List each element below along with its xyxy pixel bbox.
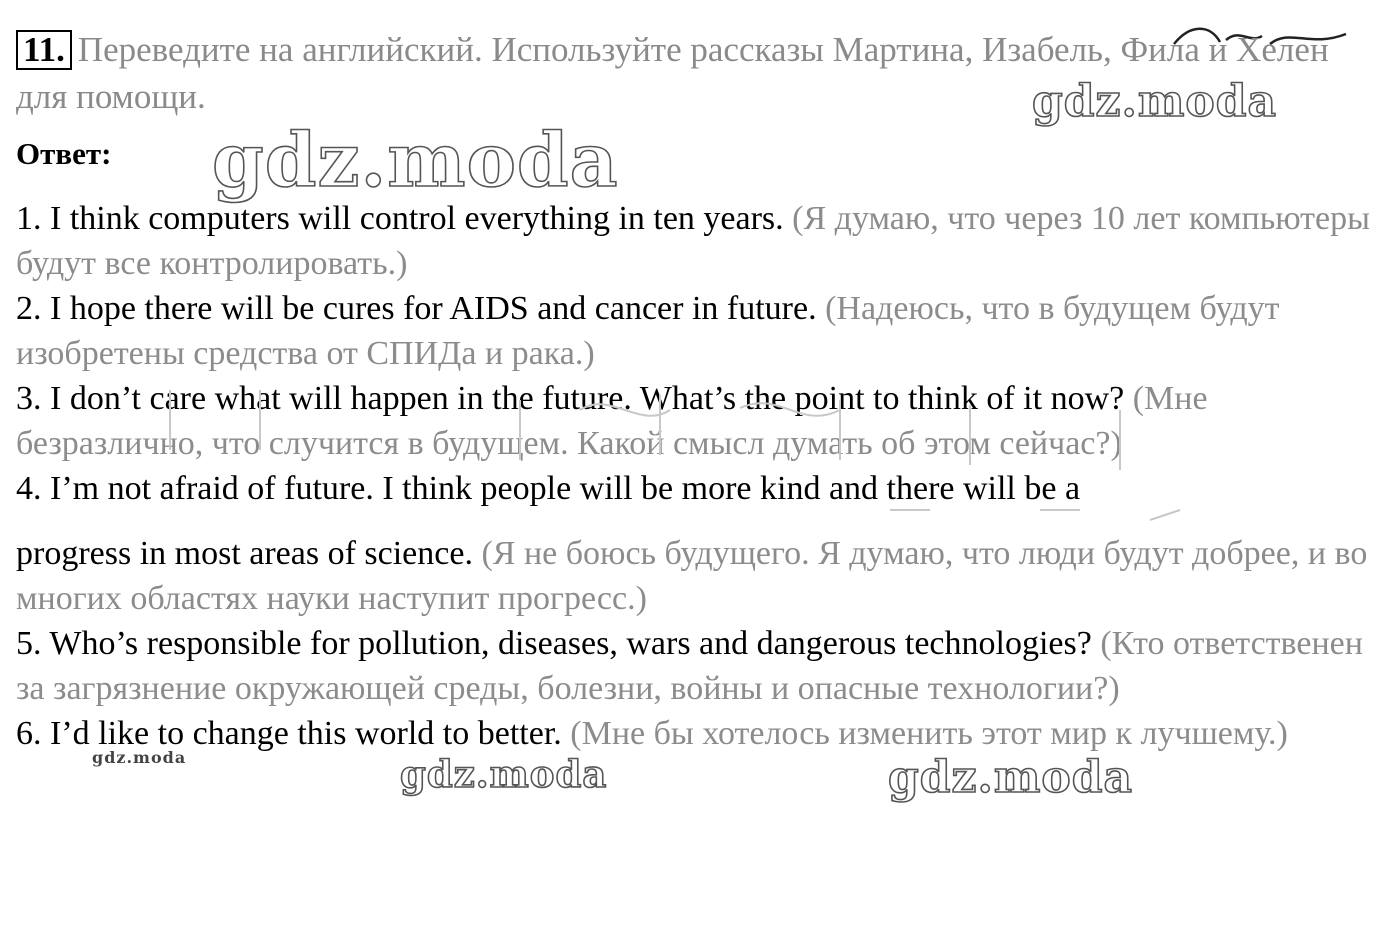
answer-item-4-continued <box>16 531 1372 621</box>
task-instruction: Переведите на английский. Используйте рассказы Мартина, Изабель, Фила и Хелен для помощи. <box>16 30 1329 116</box>
answer-english: 4. I’m not afraid of future. I think people will be more kind and there will be a <box>16 470 1081 507</box>
answer-english: 6. I’d like to change this world to better. <box>16 715 562 752</box>
answer-english: 1. I think computers will control everything in ten years. <box>16 200 784 237</box>
answer-russian: (Надеюсь, что в будущем будут изобретены средства от СПИДа и рака.) <box>16 290 1280 372</box>
answer-russian: (Я не боюсь будущего. Я думаю, что люди будут добрее, и во многих областях науки наступит прогресс.) <box>16 535 1368 617</box>
faint-background-pattern <box>140 370 1220 540</box>
answer-russian: (Мне безразлично, что случится в будущем. Какой смысл думать об этом сейчас?) <box>16 380 1208 462</box>
answer-russian: (Я думаю, что через 10 лет компьютеры будут все контролировать.) <box>16 200 1370 282</box>
answer-item-6 <box>16 711 1372 756</box>
answer-english: 5. Who’s responsible for pollution, diseases, wars and dangerous technologies? <box>16 625 1092 662</box>
answer-english: 2. I hope there will be cures for AIDS and cancer in future. <box>16 290 817 327</box>
watermark-bottom-right: gdz.moda <box>888 752 1134 803</box>
answer-item-5 <box>16 621 1372 711</box>
watermark-bottom-left: gdz.moda <box>400 752 608 796</box>
watermark-small: gdz.moda <box>92 748 187 767</box>
answer-label: Ответ: <box>16 136 112 171</box>
answer-item-2 <box>16 286 1372 376</box>
answer-item-1 <box>16 196 1372 286</box>
answer-russian: (Мне бы хотелось изменить этот мир к лучшему.) <box>570 715 1288 752</box>
watermark-large: gdz.moda <box>212 118 619 204</box>
task-number: 11. <box>16 30 72 70</box>
answer-russian: (Кто ответственен за загрязнение окружающей среды, болезни, войны и опасные технологии?) <box>16 625 1363 707</box>
answer-english: 3. I don’t care what will happen in the future. What’s the point to think of it now? <box>16 380 1125 417</box>
answer-english-continued: progress in most areas of science. <box>16 535 473 572</box>
watermark-top-right: gdz.moda <box>1032 76 1278 127</box>
